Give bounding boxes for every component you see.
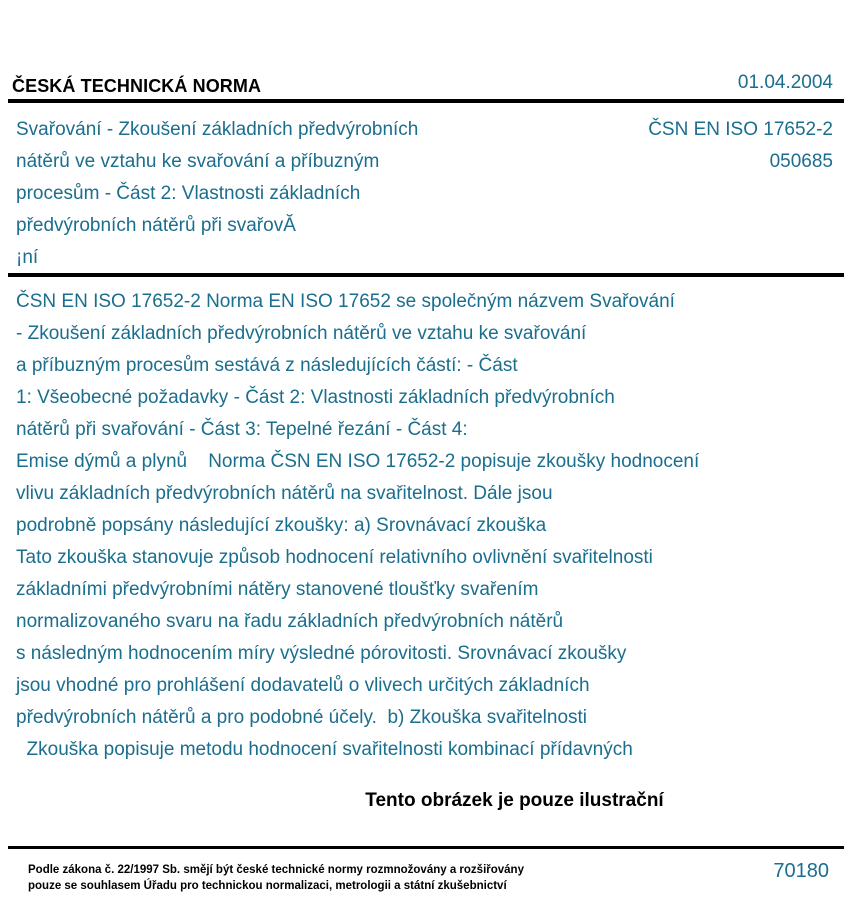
copyright-line: Podle zákona č. 22/1997 Sb. smějí být české technické normy rozmnožovány a rozšiřovány <box>28 864 524 876</box>
catalog-number: 70180 <box>773 860 829 882</box>
title-line: ¡ní <box>16 247 39 268</box>
abstract-line: nátěrů při svařování - Část 3: Tepelné řezání - Část 4: <box>16 419 468 440</box>
abstract-line: 1: Všeobecné požadavky - Část 2: Vlastnosti základních předvýrobních <box>16 387 615 408</box>
abstract-line: Zkouška popisuje metodu hodnocení svařitelnosti kombinací přídavných <box>16 739 633 760</box>
publication-date: 01.04.2004 <box>737 72 833 93</box>
standard-identifier <box>648 114 833 178</box>
abstract-line: ČSN EN ISO 17652-2 Norma EN ISO 17652 se společným názvem Svařování <box>16 291 675 312</box>
copyright-notice <box>28 862 524 894</box>
standard-abstract <box>16 286 836 766</box>
title-line: procesům - Část 2: Vlastnosti základních <box>16 183 361 204</box>
abstract-line: - Zkoušení základních předvýrobních nátěrů ve vztahu ke svařování <box>16 323 587 344</box>
title-line: Svařování - Zkoušení základních předvýrobních <box>16 119 419 140</box>
abstract-line: jsou vhodné pro prohlášení dodavatelů o vlivech určitých základních <box>16 675 590 696</box>
header-divider <box>8 99 844 103</box>
abstract-line: podrobně popsány následující zkoušky: a) Srovnávací zkouška <box>16 515 547 536</box>
standard-code: ČSN EN ISO 17652-2 <box>648 119 833 140</box>
title-line: nátěrů ve vztahu ke svařování a příbuzným <box>16 151 380 172</box>
abstract-line: Emise dýmů a plynů Norma ČSN EN ISO 17652-2 popisuje zkoušky hodnocení <box>16 451 700 472</box>
illustration-note: Tento obrázek je pouze ilustrační <box>365 790 664 811</box>
abstract-line: vlivu základních předvýrobních nátěrů na svařitelnost. Dále jsou <box>16 483 553 504</box>
footer-divider <box>8 846 844 849</box>
abstract-line: s následným hodnocením míry výsledné pórovitosti. Srovnávací zkoušky <box>16 643 627 664</box>
copyright-line: pouze se souhlasem Úřadu pro technickou normalizaci, metrologii a státní zkušebnictví <box>28 880 507 892</box>
abstract-line: Tato zkouška stanovuje způsob hodnocení relativního ovlivnění svařitelnosti <box>16 547 653 568</box>
abstract-line: normalizovaného svaru na řadu základních předvýrobních nátěrů <box>16 611 564 632</box>
title-divider <box>8 273 844 277</box>
abstract-line: a příbuzným procesům sestává z následujících částí: - Část <box>16 355 518 376</box>
abstract-line: základními předvýrobními nátěry stanovené tloušťky svařením <box>16 579 539 600</box>
abstract-line: předvýrobních nátěrů a pro podobné účely. b) Zkouška svařitelnosti <box>16 707 588 728</box>
standard-title <box>16 114 516 274</box>
class-number: 050685 <box>769 151 833 172</box>
document-type-label: ČESKÁ TECHNICKÁ NORMA <box>12 76 262 96</box>
title-line: předvýrobních nátěrů při svařovĂ <box>16 215 296 236</box>
